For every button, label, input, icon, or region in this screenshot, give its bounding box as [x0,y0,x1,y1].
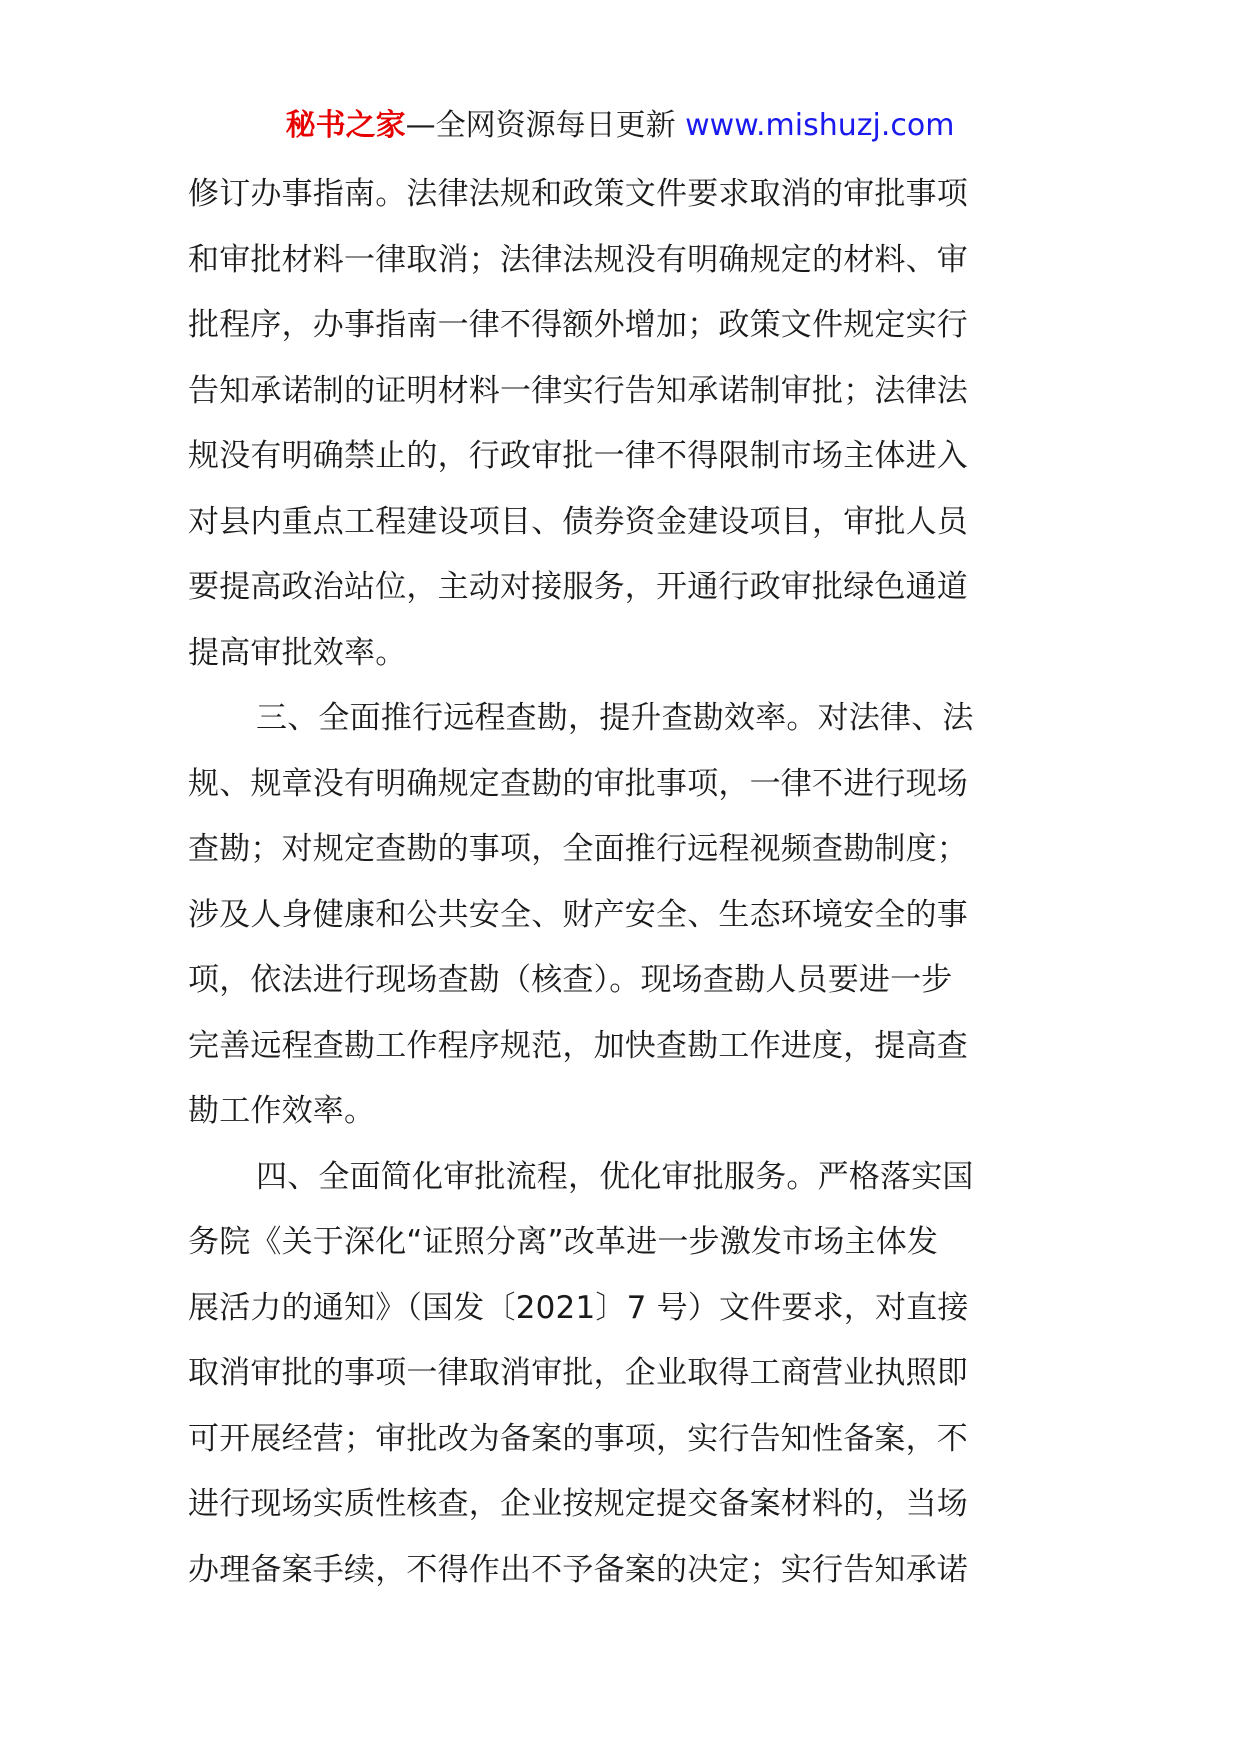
brand-name: 秘书之家 [285,108,406,143]
text-line: 对县内重点工程建设项目、债券资金建设项目，审批人员 [188,503,968,540]
text-line: 务院《关于深化“证照分离”改革进一步激发市场主体发 [188,1224,939,1260]
text-line: 三、全面推行远程查勘，提升查勘效率。对法律、法 [256,700,974,736]
text-line: 和审批材料一律取消；法律法规没有明确规定的材料、审 [188,241,968,278]
text-line: 要提高政治站位，主动对接服务，开通行政审批绿色通道 [188,569,968,605]
header-url-link[interactable]: www.mishuzj.com [685,108,955,143]
text-line: 完善远程查勘工作程序规范，加快查勘工作进度，提高查 [188,1027,968,1064]
text-line: 涉及人身健康和公共安全、财产安全、生态环境安全的事 [188,896,968,933]
text-line: 规没有明确禁止的，行政审批一律不得限制市场主体进入 [188,438,968,474]
text-line: 提高审批效率。 [188,634,407,671]
text-line: 项，依法进行现场查勘（核查）。现场查勘人员要进一步 [188,962,953,998]
page-header [0,104,1240,148]
text-line: 规、规章没有明确规定查勘的审批事项，一律不进行现场 [188,765,968,802]
text-line: 四、全面简化审批流程，优化审批服务。严格落实国 [256,1158,974,1195]
text-line: 展活力的通知》（国发〔2021〕7 号）文件要求，对直接 [188,1289,969,1326]
text-line: 批程序，办事指南一律不得额外增加；政策文件规定实行 [188,307,968,343]
text-line: 取消审批的事项一律取消审批，企业取得工商营业执照即 [188,1355,968,1391]
text-line: 可开展经营；审批改为备案的事项，实行告知性备案，不 [188,1420,968,1457]
text-line: 修订办事指南。法律法规和政策文件要求取消的审批事项 [188,176,968,212]
text-line: 进行现场实质性核查，企业按规定提交备案材料的，当场 [188,1486,968,1522]
text-line: 勘工作效率。 [188,1093,376,1129]
text-line: 办理备案手续，不得作出不予备案的决定；实行告知承诺 [188,1551,968,1588]
text-line: 告知承诺制的证明材料一律实行告知承诺制审批；法律法 [188,372,968,409]
header-tagline: —全网资源每日更新 [405,108,686,143]
text-line: 查勘；对规定查勘的事项，全面推行远程视频查勘制度； [188,831,968,867]
document-body [188,162,1068,1603]
